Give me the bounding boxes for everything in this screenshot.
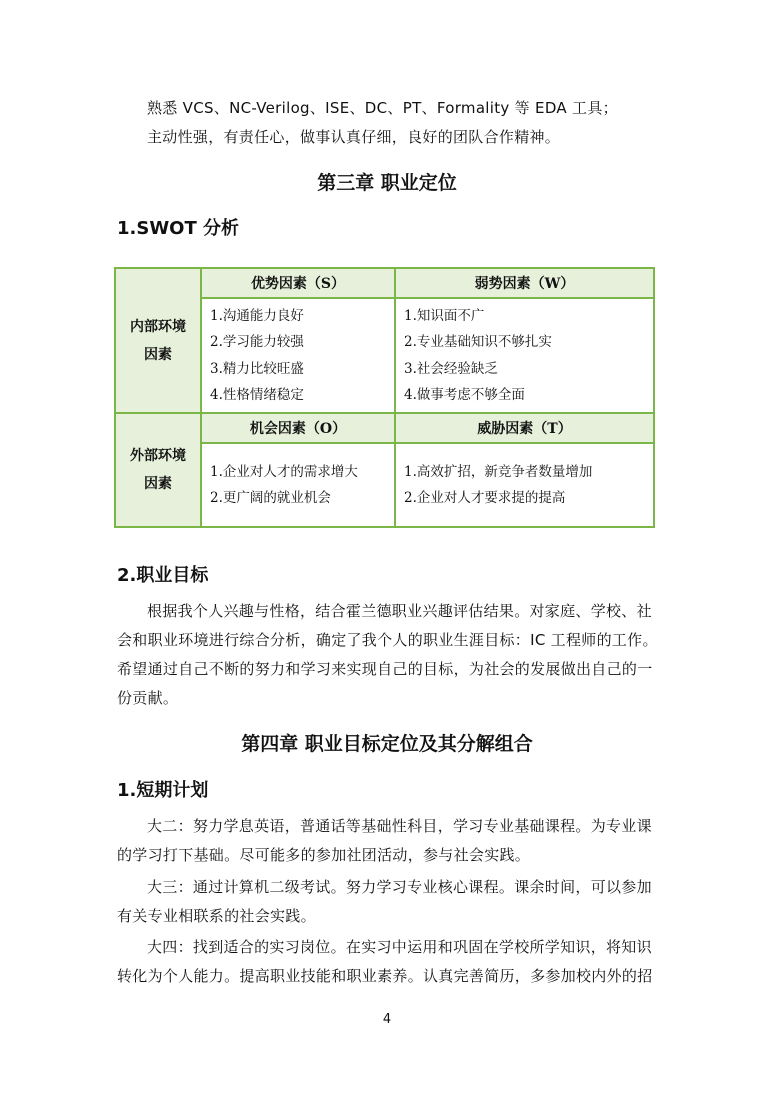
swot-table xyxy=(114,267,655,528)
page-number: 4 xyxy=(382,1012,392,1027)
short-term-plan-heading: 1.短期计划 xyxy=(117,780,209,801)
list-item: 2.学习能力较强 xyxy=(210,334,304,350)
plan-paragraph-line: 大三：通过计算机二级考试。努力学习专业核心课程。课余时间，可以参加 xyxy=(147,878,652,896)
list-item: 2.更广阔的就业机会 xyxy=(210,490,331,506)
weaknesses-list xyxy=(395,298,654,413)
list-item: 1.知识面不广 xyxy=(404,307,485,324)
list-item: 1.沟通能力良好 xyxy=(210,307,304,324)
plan-paragraph-line: 的学习打下基础。尽可能多的参加社团活动，参与社会实践。 xyxy=(117,846,531,864)
list-item: 3.社会经验缺乏 xyxy=(404,360,498,377)
weaknesses-header: 弱势因素（W） xyxy=(395,268,654,298)
strengths-list xyxy=(201,298,395,413)
list-item: 1.企业对人才的需求增大 xyxy=(210,463,358,480)
plan-paragraph-line: 有关专业相联系的社会实践。 xyxy=(117,907,316,925)
plan-paragraph-line: 转化为个人能力。提高职业技能和职业素养。认真完善简历，多参加校内外的招 xyxy=(117,967,653,985)
list-item: 2.企业对人才要求提的提高 xyxy=(404,490,566,506)
list-item: 1.高效扩招，新竞争者数量增加 xyxy=(404,463,593,480)
threats-list xyxy=(395,443,654,527)
goal-paragraph-line: 希望通过自己不断的努力和学习来实现自己的目标，为社会的发展做出自己的一 xyxy=(117,660,653,678)
goal-paragraph-line: 会和职业环境进行综合分析，确定了我个人的职业生涯目标：IC 工程师的工作。 xyxy=(117,631,658,649)
external-factors-label: 外部环境 因素 xyxy=(115,413,201,527)
career-goal-heading: 2.职业目标 xyxy=(117,565,209,586)
intro-line-1: 熟悉 VCS、NC-Verilog、ISE、DC、PT、Formality 等 EDA 工具； xyxy=(147,99,618,117)
internal-factors-label: 内部环境 因素 xyxy=(115,268,201,413)
goal-paragraph-line: 份贡献。 xyxy=(117,689,179,707)
list-item: 2.专业基础知识不够扎实 xyxy=(404,334,552,350)
goal-paragraph-line: 根据我个人兴趣与性格，结合霍兰德职业兴趣评估结果。对家庭、学校、社 xyxy=(147,602,652,620)
plan-paragraph-line: 大二：努力学息英语，普通话等基础性科目，学习专业基础课程。为专业课 xyxy=(147,817,652,835)
threats-header: 威胁因素（T） xyxy=(395,413,654,443)
list-item: 4.做事考虑不够全面 xyxy=(404,387,525,403)
chapter-3-title: 第三章 职业定位 xyxy=(317,172,457,194)
opportunities-header: 机会因素（O） xyxy=(201,413,395,443)
list-item: 3.精力比较旺盛 xyxy=(210,360,304,377)
opportunities-list xyxy=(201,443,395,527)
plan-paragraph-line: 大四：找到适合的实习岗位。在实习中运用和巩固在学校所学知识，将知识 xyxy=(147,938,652,956)
swot-heading: 1.SWOT 分析 xyxy=(117,218,240,239)
list-item: 4.性格情绪稳定 xyxy=(210,387,304,403)
strengths-header: 优势因素（S） xyxy=(201,268,395,298)
intro-line-2: 主动性强，有责任心，做事认真仔细，良好的团队合作精神。 xyxy=(147,128,561,146)
chapter-4-title: 第四章 职业目标定位及其分解组合 xyxy=(241,733,533,755)
